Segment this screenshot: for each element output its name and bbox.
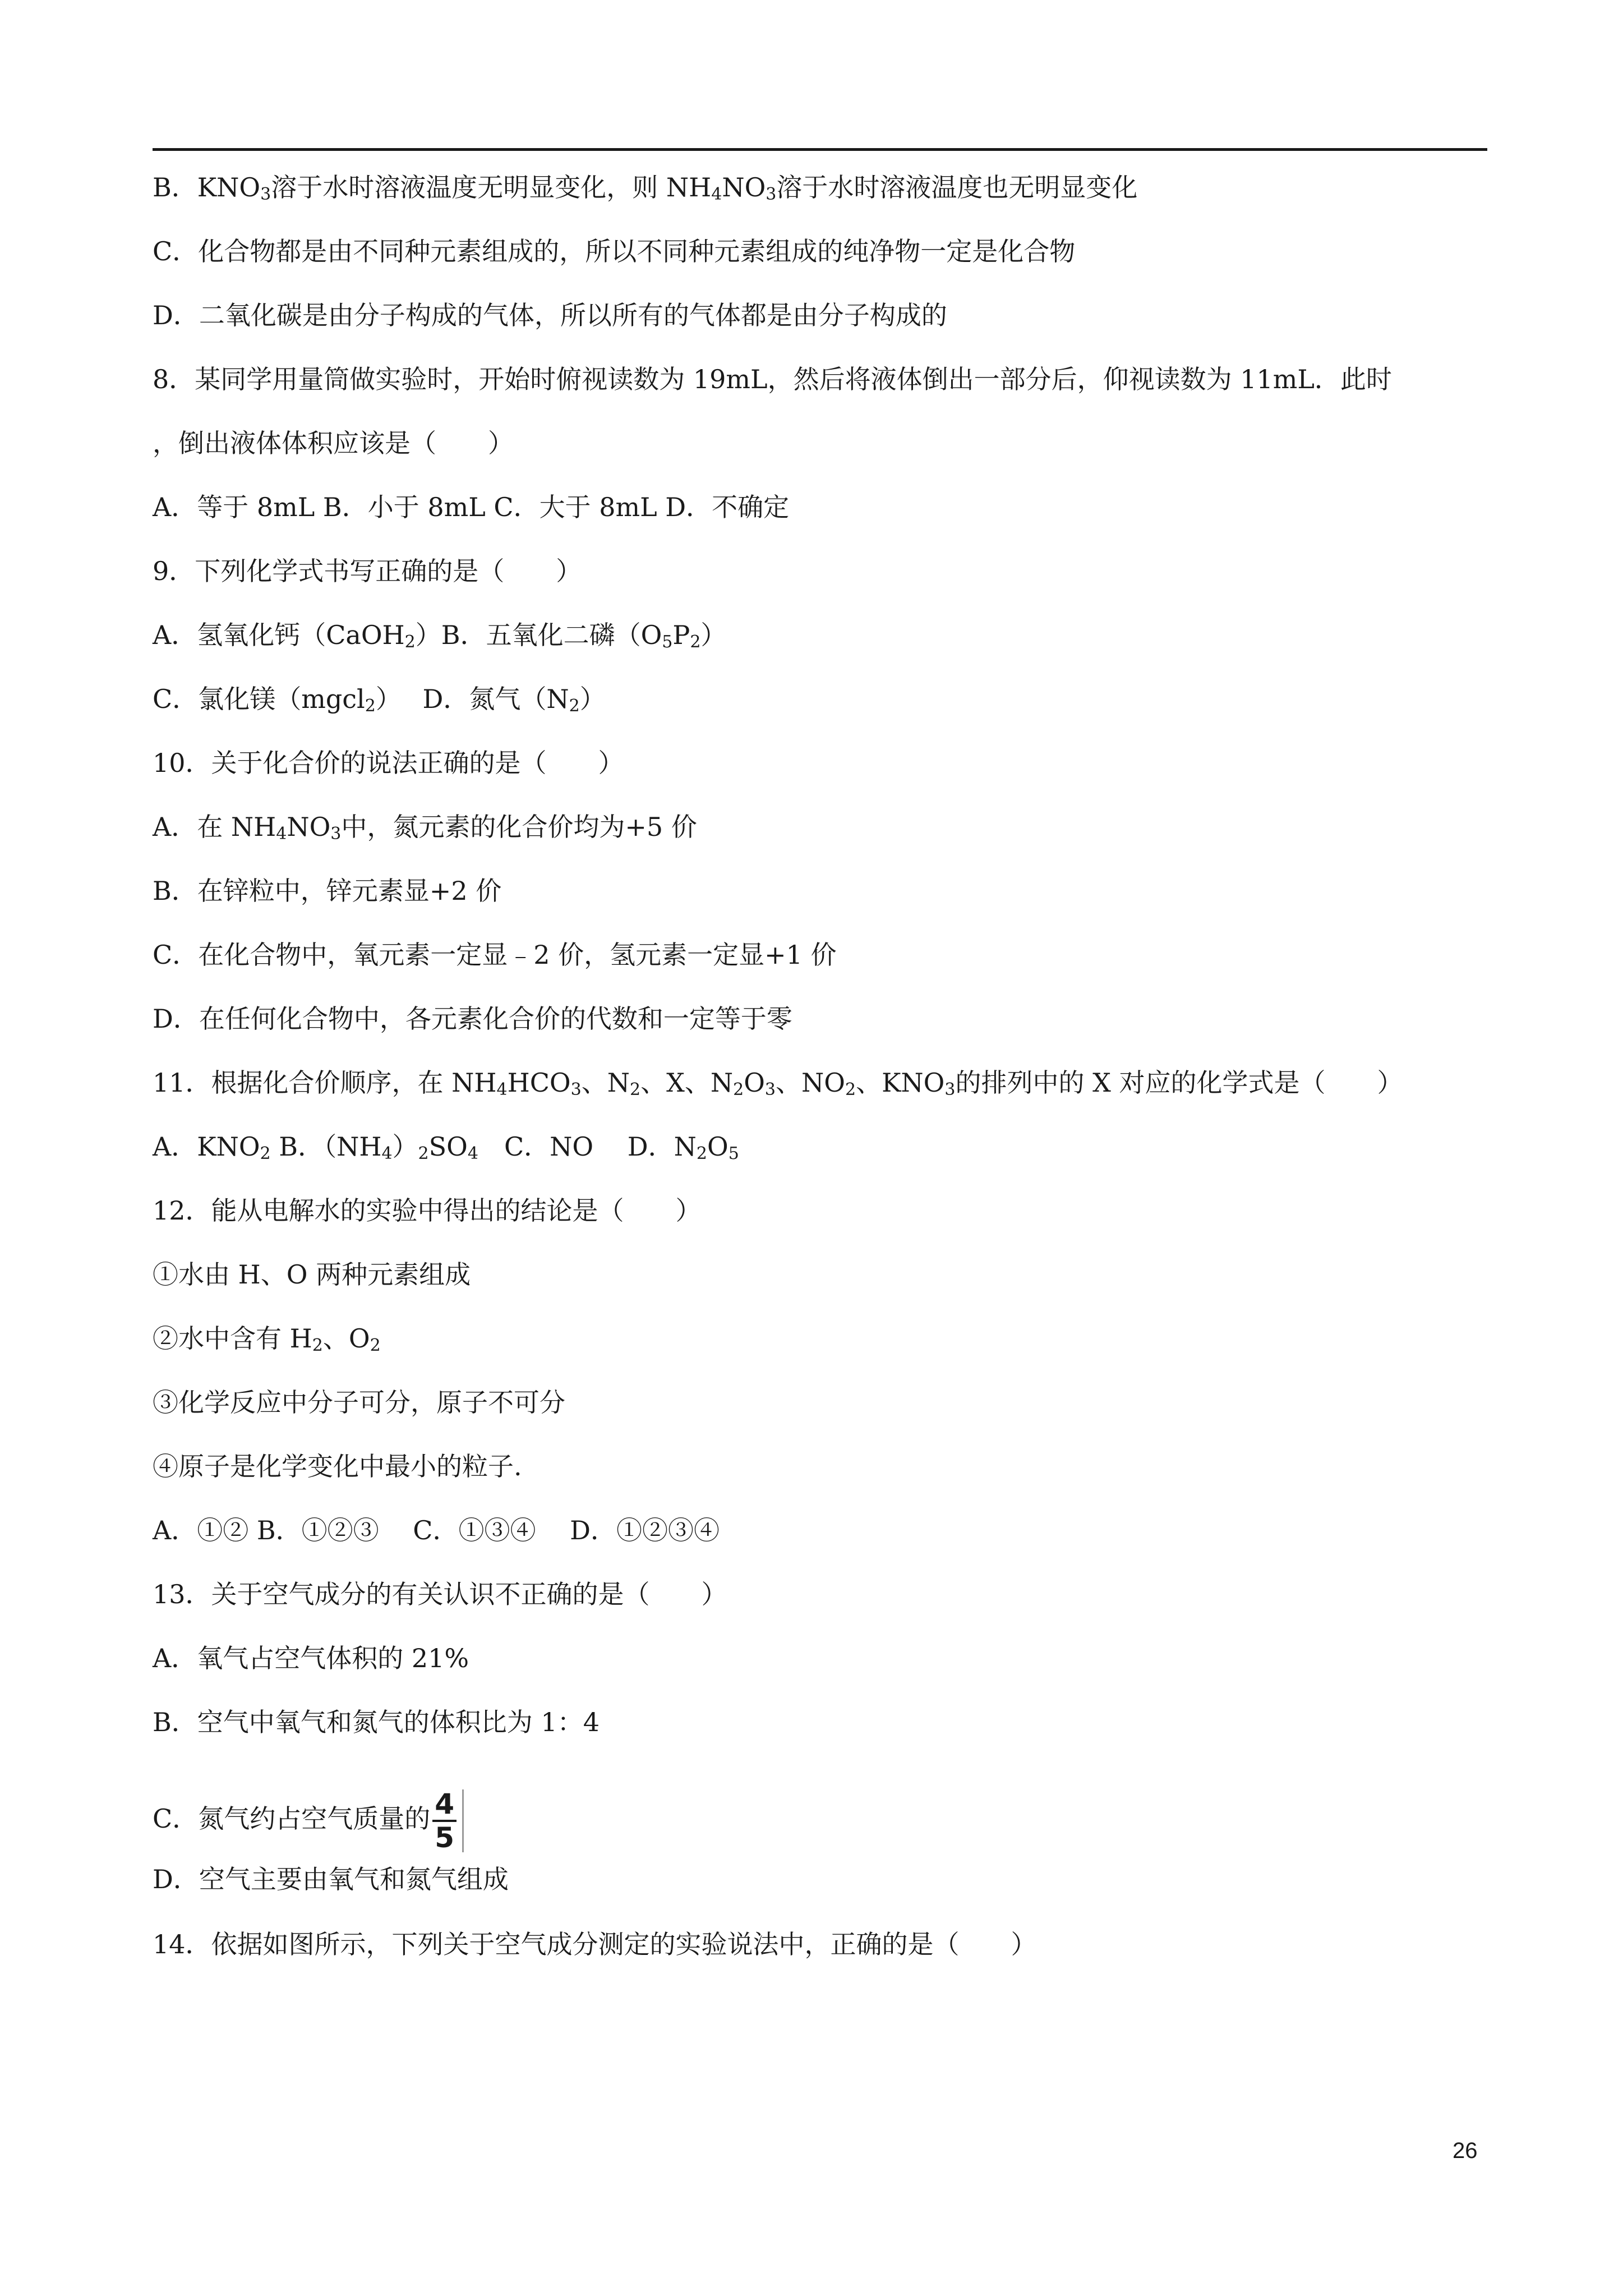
question-10-option-b: B．在锌粒中，锌元素显+2 价 [153,876,502,906]
question-8: 8．某同学用量筒做实验时，开始时俯视读数为 19mL，然后将液体倒出一部分后，仰视读数为 11mL．此时 [153,364,1392,394]
question-13-option-b: B．空气中氧气和氮气的体积比为 1：4 [153,1707,600,1737]
question-11: 11．根据化合价顺序，在 $NH_4HCO_3$、$N_2$、X、$N_2O_3$、$NO_2$、$KNO_3$的排列中的 X 对应的化学式是（ ） [153,1068,1403,1099]
option-7b: B．$KNO_3$溶于水时溶液温度无明显变化，则 $NH_4NO_3$溶于水时溶液温度也无明显变化 [153,172,1138,204]
question-14: 14．依据如图所示，下列关于空气成分测定的实验说法中，正确的是（ ） [153,1929,1037,1959]
question-9-options-ab: A．氢氧化钙（CaOH$_2$）B．五氧化二磷$(O_5P_2)$ [153,620,727,652]
question-12-statement-1: ①水由 H、O 两种元素组成 [153,1259,471,1290]
question-12-options: A．①② B．①②③ C．①③④ D．①②③④ [153,1515,720,1545]
question-13-option-c: C．氮气约占空气质量的 $\frac{4}{5}$ [153,1789,464,1852]
question-10-option-d: D．在任何化合物中，各元素化合价的代数和一定等于零 [153,1004,792,1034]
question-8-cont: ，倒出液体体积应该是（ ） [153,428,514,458]
question-12-statement-3: ③化学反应中分子可分，原子不可分 [153,1387,565,1418]
question-10-option-a: A．在 $NH_4NO_3$中，氮元素的化合价均为+5 价 [153,812,697,844]
question-13-option-d: D．空气主要由氧气和氮气组成 [153,1864,509,1894]
question-12-statement-2: ②水中含有 $H_2$、$O_2$ [153,1323,381,1355]
question-9-options-cd: C．氯化镁（mgcl$_2$） D．氮气$(N_2)$ [153,684,606,716]
question-9: 9．下列化学式书写正确的是（ ） [153,556,582,586]
option-7c: C．化合物都是由不同种元素组成的，所以不同种元素组成的纯净物一定是化合物 [153,236,1076,266]
question-13: 13．关于空气成分的有关认识不正确的是（ ） [153,1579,727,1609]
question-10-option-c: C．在化合物中，氧元素一定显﹣2 价，氢元素一定显+1 价 [153,940,837,970]
question-13-option-a: A．氧气占空气体积的 21% [153,1643,469,1673]
question-12-statement-4: ④原子是化学变化中最小的粒子. [153,1451,522,1481]
fraction-four-fifths: $\frac{4}{5}$ [432,1789,464,1852]
question-10: 10．关于化合价的说法正确的是（ ） [153,748,624,778]
question-12: 12．能从电解水的实验中得出的结论是（ ） [153,1195,702,1226]
question-11-options: A．$KNO_2$ B．$(NH_4)_2SO_4$ C．NO D．$N_2O_5$ [153,1131,739,1163]
option-7d: D．二氧化碳是由分子构成的气体，所以所有的气体都是由分子构成的 [153,300,947,330]
question-8-options: A．等于 8mL B．小于 8mL C．大于 8mL D．不确定 [153,492,790,522]
page-number: 26 [1453,2138,1478,2163]
header-rule [153,148,1487,151]
